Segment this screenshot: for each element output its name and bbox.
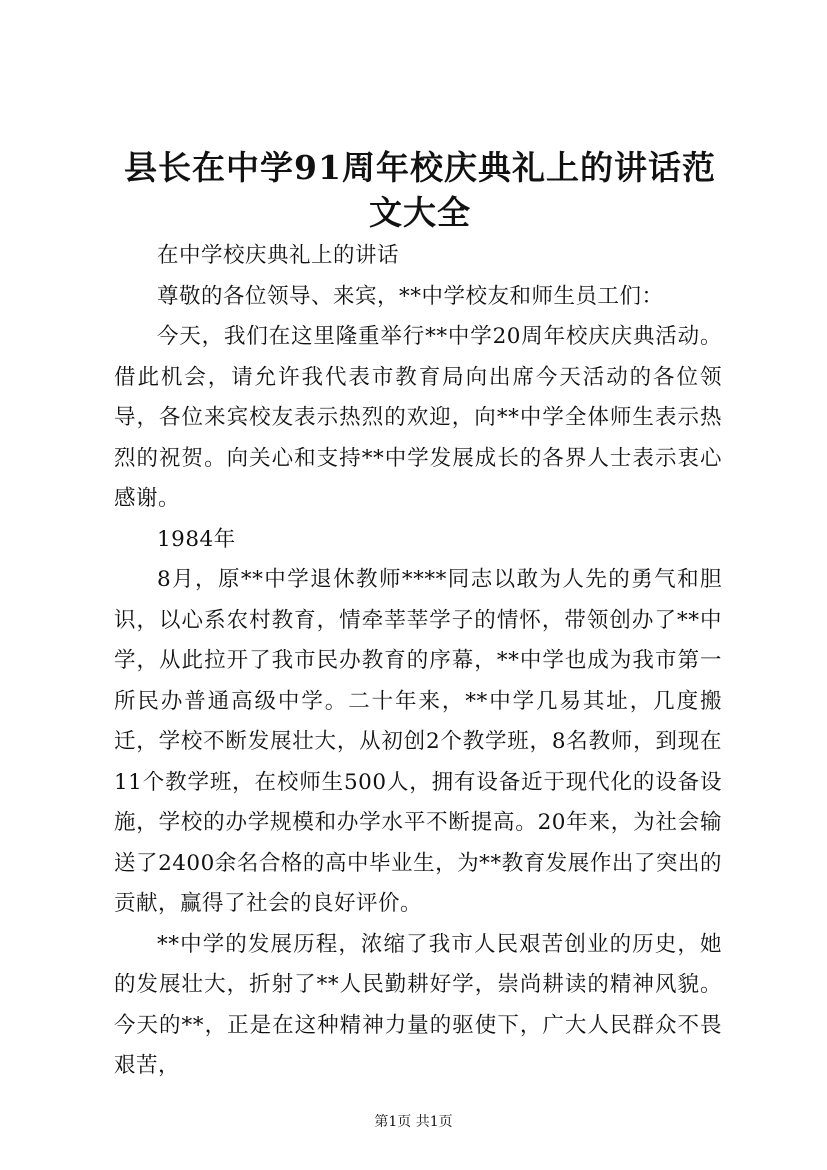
- paragraph-development: **中学的发展历程，浓缩了我市人民艰苦创业的历史，她的发展壮大，折射了**人民勤耕好学，崇尚耕读的精神风貌。今天的**，正是在这种精神力量的驱使下，广大人民群众不畏艰苦，: [114, 931, 722, 1078]
- paragraph-opening: 今天，我们在这里隆重举行**中学20周年校庆庆典活动。借此机会，请允许我代表市教育局向出席今天活动的各位领导，各位来宾校友表示热烈的欢迎，向**中学全体师生表示热烈的祝贺。向关心和支持**中学发展成长的各界人士表示衷心感谢。: [114, 324, 722, 511]
- paragraph-year: 1984年: [157, 526, 236, 552]
- paragraph-salutation: 尊敬的各位领导、来宾，**中学校友和师生员工们：: [157, 283, 664, 309]
- page-footer: 第1页 共1页: [374, 1114, 453, 1130]
- paragraph-history: 8月，原**中学退休教师****同志以敢为人先的勇气和胆识，以心系农村教育，情牵莘莘学子的情怀，带领创办了**中学，从此拉开了我市民办教育的序幕，**中学也成为我市第一所民办普通高级中学。二十年来，**中学几易其址，几度搬迁，学校不断发展壮大，从初创2个教学班，8名教师，到现在11个教学班，在校师生500人，拥有设备近于现代化的设备设施，学校的办学规模和办学水平不断提高。20年来，为社会输送了2400余名合格的高中毕业生，为**教育发展作出了突出的贡献，赢得了社会的良好评价。: [114, 567, 722, 916]
- paragraph-subtitle: 在中学校庆典礼上的讲话: [157, 243, 400, 268]
- document-title: 县长在中学91周年校庆典礼上的讲话范文大全: [124, 148, 716, 232]
- document-body: [114, 236, 722, 1087]
